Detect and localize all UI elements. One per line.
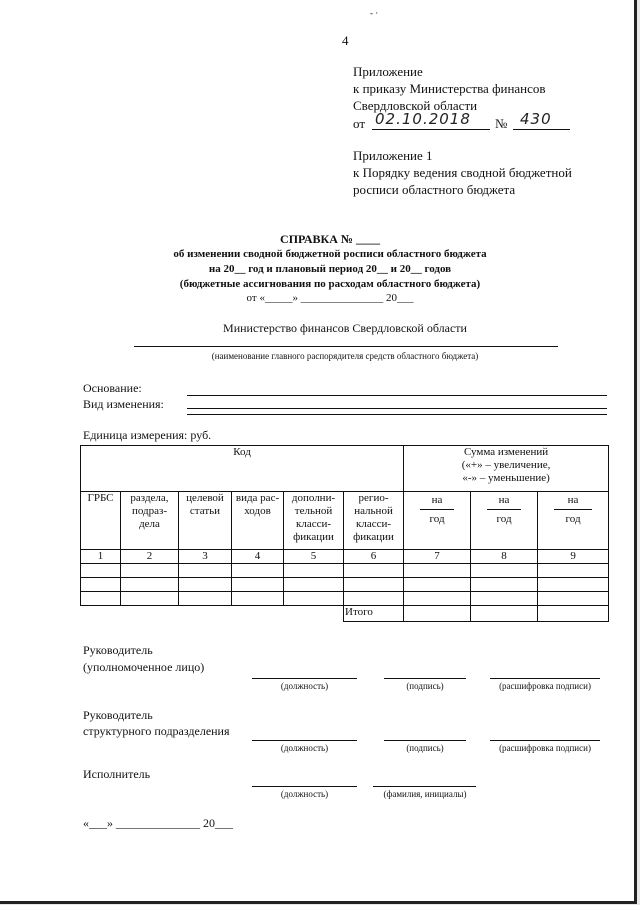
col-header-section: раздела, подраз-дела xyxy=(121,492,179,550)
col-header-expense-type: вида рас-ходов xyxy=(232,492,284,550)
executor-name-caption: (фамилия, инициалы) xyxy=(383,789,467,799)
year-3-top: на xyxy=(554,494,592,510)
changes-table xyxy=(80,445,609,622)
col-number: 8 xyxy=(471,550,538,564)
year-3-bottom: год xyxy=(565,513,581,525)
total-label: Итого xyxy=(344,606,404,622)
basis-label: Основание: xyxy=(83,381,142,395)
handwritten-number: 430 xyxy=(520,110,552,128)
col-header-year-2 xyxy=(471,492,538,550)
head-position-line xyxy=(252,678,357,679)
col-header-year-3 xyxy=(538,492,609,550)
executor-label: Исполнитель xyxy=(83,767,151,781)
code-header: Код xyxy=(81,446,404,492)
year-1-bottom: год xyxy=(429,513,445,525)
col-number: 9 xyxy=(538,550,609,564)
col-number: 6 xyxy=(344,550,404,564)
year-2-bottom: год xyxy=(496,513,512,525)
heading-line-1: об изменении сводной бюджетной росписи областного бюджета xyxy=(173,248,487,260)
struct-signature-caption: (подпись) xyxy=(406,743,444,753)
heading-line-2: на 20__ год и плановый период 20__ и 20__ годов xyxy=(208,263,452,275)
table-row xyxy=(81,578,609,592)
top-marks: - · xyxy=(370,8,379,18)
appendix-no-label: № xyxy=(495,116,508,131)
appendix-line-1: к приказу Министерства финансов xyxy=(353,81,546,96)
certificate-title: СПРАВКА № ____ xyxy=(280,232,380,246)
appendix-from-label: от xyxy=(353,116,366,131)
executor-position-line xyxy=(252,786,357,787)
sum-header-line-1: Сумма изменений xyxy=(463,446,549,458)
column-numbers-row xyxy=(81,550,609,564)
head-signature-line xyxy=(384,678,466,679)
sum-header-line-3: «-» – уменьшение) xyxy=(462,472,550,484)
col-header-grbs: ГРБС xyxy=(81,492,121,550)
appendix1-title: Приложение 1 xyxy=(353,148,433,163)
ministry-caption: (наименование главного распорядителя средств областного бюджета) xyxy=(211,351,479,361)
col-number: 7 xyxy=(404,550,471,564)
year-1-top: на xyxy=(420,494,454,510)
sum-header-line-2: («+» – увеличение, xyxy=(461,459,551,471)
page-number: 4 xyxy=(342,33,349,48)
heading-line-3: (бюджетные ассигнования по расходам областного бюджета) xyxy=(179,278,481,290)
year-2-top: на xyxy=(487,494,521,510)
total-row xyxy=(81,606,609,622)
date-underline xyxy=(372,129,490,130)
change-type-line-2 xyxy=(187,414,607,415)
struct-decoding-line xyxy=(490,740,600,741)
col-header-regional: регио-нальной класси-фикации xyxy=(344,492,404,550)
head-decoding-line xyxy=(490,678,600,679)
table-row xyxy=(81,564,609,578)
struct-label-1: Руководитель xyxy=(83,708,153,722)
col-number: 2 xyxy=(121,550,179,564)
struct-position-line xyxy=(252,740,357,741)
col-number: 3 xyxy=(179,550,232,564)
table-row xyxy=(81,592,609,606)
basis-line xyxy=(187,395,607,396)
col-number: 4 xyxy=(232,550,284,564)
appendix-title: Приложение xyxy=(353,64,423,79)
col-header-additional: дополни-тельной класси-фикации xyxy=(284,492,344,550)
ministry-name: Министерство финансов Свердловской области xyxy=(223,321,467,335)
head-signature-caption: (подпись) xyxy=(406,681,444,691)
executor-position-caption: (должность) xyxy=(280,789,329,799)
col-header-year-1 xyxy=(404,492,471,550)
struct-label-2: структурного подразделения xyxy=(83,724,230,738)
head-label-1: Руководитель xyxy=(83,643,153,657)
change-type-line xyxy=(187,408,607,409)
head-label-2: (уполномоченное лицо) xyxy=(83,660,205,674)
appendix1-line-1: к Порядку ведения сводной бюджетной xyxy=(353,165,572,180)
col-number: 1 xyxy=(81,550,121,564)
head-position-caption: (должность) xyxy=(280,681,329,691)
handwritten-date: 02.10.2018 xyxy=(375,110,471,128)
heading-date-line: от «_____» _______________ 20___ xyxy=(246,292,414,304)
ministry-underline xyxy=(134,346,558,347)
appendix-line-2: Свердловской области xyxy=(353,98,478,113)
unit-label: Единица измерения: руб. xyxy=(83,428,212,442)
number-underline xyxy=(513,129,570,130)
struct-position-caption: (должность) xyxy=(280,743,329,753)
sum-header xyxy=(404,446,609,492)
bottom-date: «___» ______________ 20___ xyxy=(83,816,233,830)
change-type-label: Вид изменения: xyxy=(83,397,164,411)
struct-decoding-caption: (расшифровка подписи) xyxy=(499,743,591,753)
struct-signature-line xyxy=(384,740,466,741)
head-decoding-caption: (расшифровка подписи) xyxy=(499,681,591,691)
col-header-target: целевой статьи xyxy=(179,492,232,550)
appendix1-line-2: росписи областного бюджета xyxy=(353,182,516,197)
executor-name-line xyxy=(373,786,476,787)
col-number: 5 xyxy=(284,550,344,564)
